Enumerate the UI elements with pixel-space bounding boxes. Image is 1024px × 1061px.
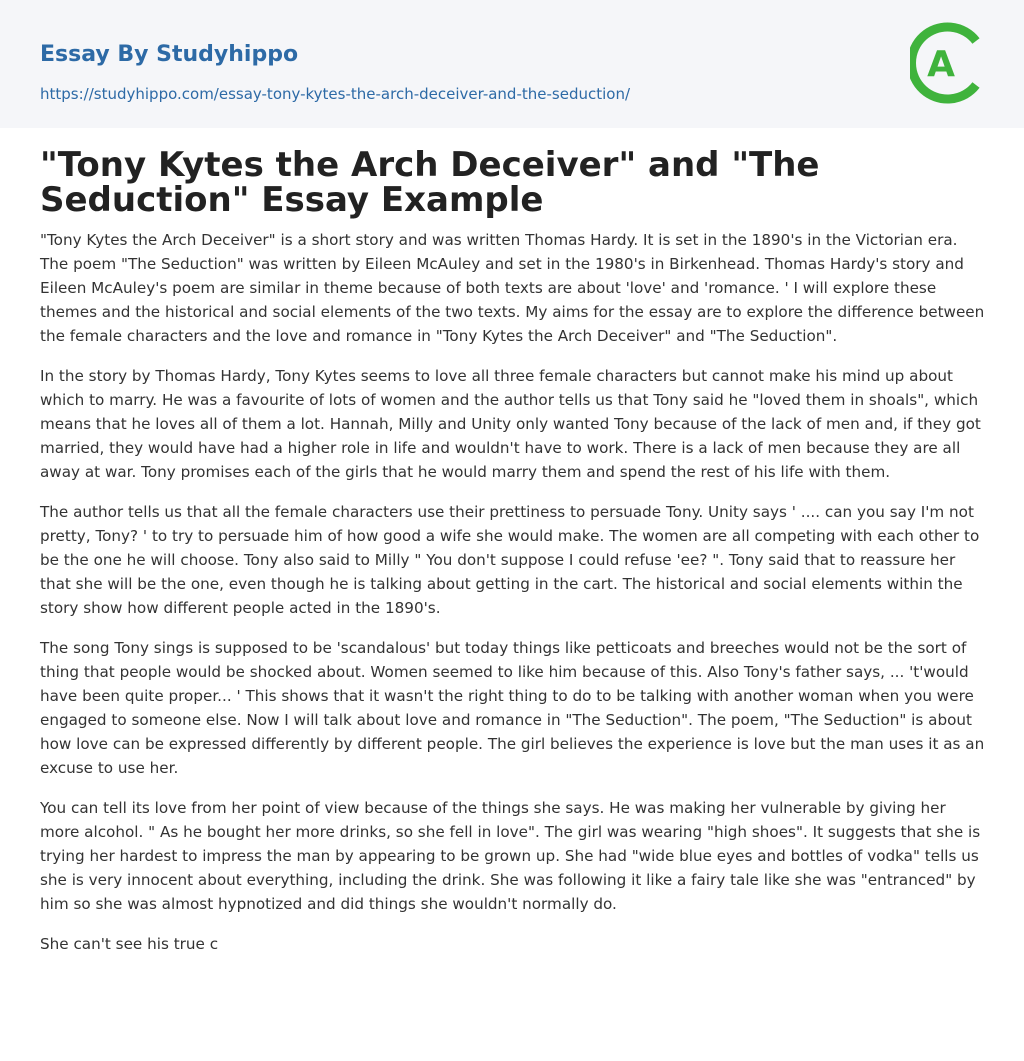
paragraph: The author tells us that all the female characters use their prettiness to persuade Tony. Unity says ' .... can you say I'm not pretty, Tony? ' to try to persuade him of how good a wife she would make. The women are all competing with each other to be the one he will choose. Tony also said to Milly " You don't suppose I could refuse 'ee? ". Tony said that to reassure her that she will be the one, even though he is talking about getting in the cart. The historical and social elements within the story show how different people acted in the 1890's. — [40, 503, 980, 617]
site-brand[interactable]: Essay By Studyhippo — [40, 42, 299, 67]
paragraph: You can tell its love from her point of view because of the things she says. He was making her vulnerable by giving her more alcohol. " As he bought her more drinks, so she fell in love". The girl was wearing "high shoes". It suggests that she is trying her hardest to impress the man by appearing to be grown up. She had "wide blue eyes and bottles of vodka" tells us she is very innocent about everything, including the drink. She was following it like a fairy tale like she was "entranced" by him so she was almost hypnotized and did things she wouldn't normally do. — [40, 799, 981, 913]
paragraph: She can't see his true c — [40, 935, 219, 953]
paragraph: In the story by Thomas Hardy, Tony Kytes seems to love all three female characters but cannot make his mind up about which to marry. He was a favourite of lots of women and the author tells us that Tony said he "loved them in shoals", which means that he loves all of them a lot. Hannah, Milly and Unity only wanted Tony because of the lack of men and, if they got married, they would have had a higher role in life and wouldn't have to work. There is a lack of men because they are all away at war. Tony promises each of the girls that he would marry them and spend the rest of his life with them. — [40, 367, 981, 481]
site-header — [0, 0, 1024, 128]
paragraph: The song Tony sings is supposed to be 'scandalous' but today things like petticoats and breeches would not be the sort of thing that people would be shocked about. Women seemed to like him because of this. Also Tony's father says, ... 't'would have been quite proper... ' This shows that it wasn't the right thing to do to be talking with another woman when you were engaged to someone else. Now I will talk about love and romance in "The Seduction". The poem, "The Seduction" is about how love can be expressed differently by different people. The girl believes the experience is love but the man uses it as an excuse to use her. — [40, 639, 985, 777]
studyhippo-logo-icon[interactable] — [910, 18, 988, 108]
page-url-link[interactable]: https://studyhippo.com/essay-tony-kytes-the-arch-deceiver-and-the-seduction/ — [40, 85, 631, 103]
logo-letter: A — [927, 44, 955, 85]
paragraph: "Tony Kytes the Arch Deceiver" is a short story and was written Thomas Hardy. It is set in the 1890's in the Victorian era. The poem "The Seduction" was written by Eileen McAuley and set in the 1980's in Birkenhead. Thomas Hardy's story and Eileen McAuley's poem are similar in theme because of both texts are about 'love' and 'romance. ' I will explore these themes and the historical and social elements of the two texts. My aims for the essay are to explore the difference between the female characters and the love and romance in "Tony Kytes the Arch Deceiver" and "The Seduction". — [40, 231, 985, 345]
essay-title: "Tony Kytes the Arch Deceiver" and "The Seduction" Essay Example — [40, 145, 820, 220]
essay-body — [40, 228, 986, 972]
